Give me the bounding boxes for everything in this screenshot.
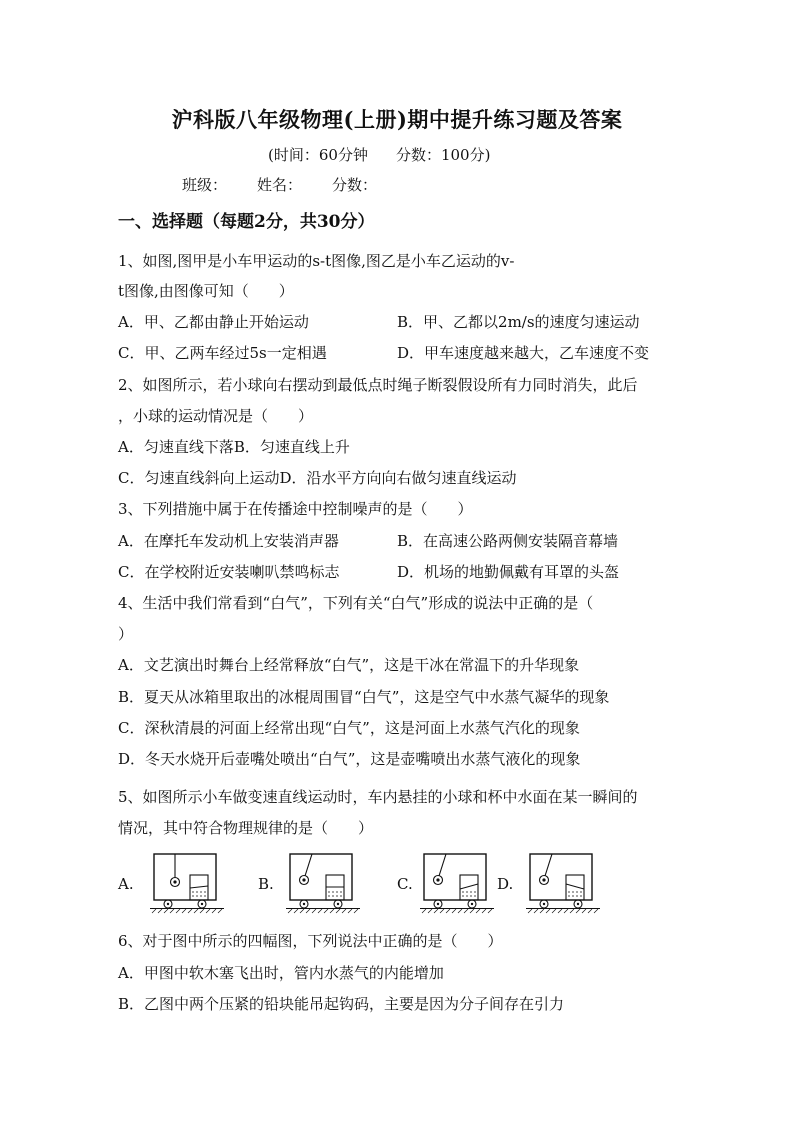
q1-stem-line2: t图像,由图像可知（ ）	[118, 282, 294, 300]
q4-option-a: A．文艺演出时舞台上经常释放“白气”，这是干冰在常温下的升华现象	[118, 656, 580, 674]
exam-time: (时间：60分钟	[268, 146, 368, 164]
page-title: 沪科版八年级物理(上册)期中提升练习题及答案	[171, 107, 623, 132]
q5-label-a: A.	[118, 875, 134, 893]
q4-stem-line1: 4、生活中我们常看到“白气”，下列有关“白气”形成的说法中正确的是（	[118, 594, 594, 612]
q5-car-d-diagram	[524, 850, 604, 914]
q3-option-a: A．在摩托车发动机上安装消声器	[118, 532, 339, 550]
q2-options-cd: C．匀速直线斜向上运动D．沿水平方向向右做匀速直线运动	[118, 469, 517, 487]
q4-option-b: B．夏天从冰箱里取出的冰棍周围冒“白气”，这是空气中水蒸气凝华的现象	[118, 688, 610, 706]
q4-option-c: C．深秋清晨的河面上经常出现“白气”，这是河面上水蒸气汽化的现象	[118, 719, 580, 737]
q5-stem-line2: 情况，其中符合物理规律的是（ ）	[118, 819, 374, 837]
q4-stem-line2: ）	[118, 625, 134, 643]
q3-option-d: D．机场的地勤佩戴有耳罩的头盔	[397, 563, 620, 581]
q6-option-b: B．乙图中两个压紧的铅块能吊起钩码，主要是因为分子间存在引力	[118, 995, 565, 1013]
q5-car-b-diagram	[284, 850, 364, 914]
q1-option-b: B．甲、乙都以2m/s的速度匀速运动	[397, 313, 640, 331]
q2-stem-line1: 2、如图所示，若小球向右摆动到最低点时绳子断裂假设所有力同时消失，此后	[118, 376, 638, 394]
student-info-row	[182, 174, 407, 195]
q5-car-c-diagram	[418, 850, 498, 914]
q6-option-a: A．甲图中软木塞飞出时，管内水蒸气的内能增加	[118, 964, 444, 982]
class-label: 班级：	[182, 176, 228, 194]
score-label: 分数：	[332, 176, 378, 194]
exam-score: 分数：100分)	[395, 146, 491, 164]
q3-option-c: C．在学校附近安装喇叭禁鸣标志	[118, 563, 340, 581]
q2-stem-line2: ，小球的运动情况是（ ）	[118, 407, 314, 425]
q5-label-b: B.	[258, 875, 274, 893]
q5-stem-line1: 5、如图所示小车做变速直线运动时，车内悬挂的小球和杯中水面在某一瞬间的	[118, 788, 638, 806]
name-label: 姓名：	[257, 176, 303, 194]
q3-option-b: B．在高速公路两侧安装隔音幕墙	[397, 532, 619, 550]
q3-stem: 3、下列措施中属于在传播途中控制噪声的是（ ）	[118, 500, 473, 518]
q2-options-ab: A．匀速直线下落B．匀速直线上升	[118, 438, 350, 456]
q1-option-a: A．甲、乙都由静止开始运动	[118, 313, 309, 331]
section-heading: 一、选择题（每题2分，共30分）	[118, 212, 375, 232]
q1-option-d: D．甲车速度越来越大，乙车速度不变	[397, 344, 650, 362]
q1-option-c: C．甲、乙两车经过5s一定相遇	[118, 344, 327, 362]
q4-option-d: D．冬天水烧开后壶嘴处喷出“白气”，这是壶嘴喷出水蒸气液化的现象	[118, 750, 581, 768]
q5-label-d: D.	[497, 875, 514, 893]
q6-stem: 6、对于图中所示的四幅图，下列说法中正确的是（ ）	[118, 932, 503, 950]
q5-label-c: C.	[397, 875, 413, 893]
exam-meta	[268, 144, 490, 165]
q5-car-a-diagram	[148, 850, 228, 914]
q1-stem-line1: 1、如图,图甲是小车甲运动的s-t图像,图乙是小车乙运动的v-	[118, 252, 515, 270]
